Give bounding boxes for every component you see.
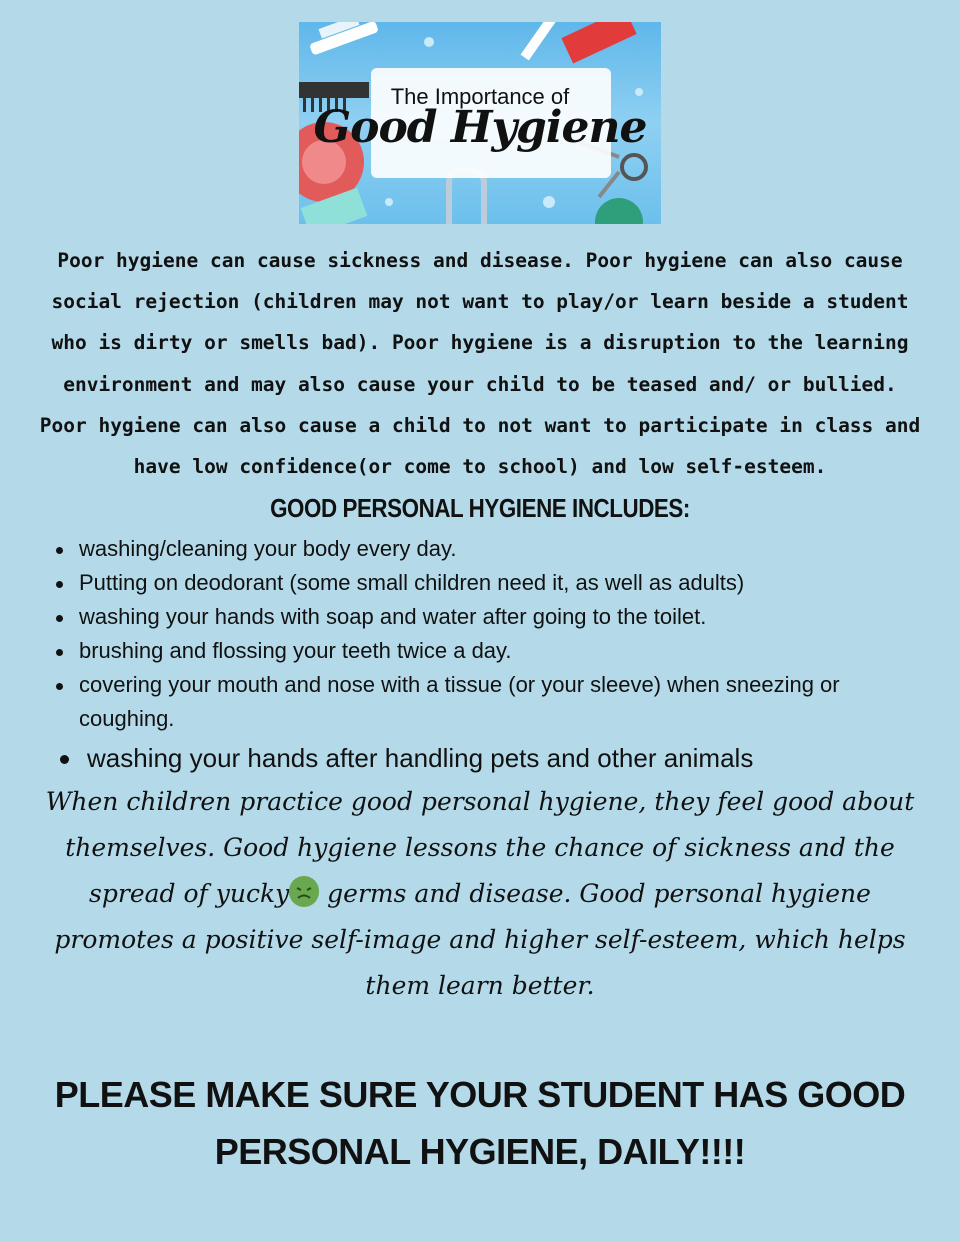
hygiene-banner-image	[299, 22, 661, 224]
list-item: brushing and flossing your teeth twice a day.	[50, 634, 930, 668]
banner-subtitle: The Importance of	[390, 84, 570, 109]
nauseated-face-icon	[289, 876, 319, 906]
leaf-icon	[595, 198, 643, 224]
includes-heading: GOOD PERSONAL HYGIENE INCLUDES:	[270, 493, 690, 523]
banner-title: Good Hygiene	[313, 102, 647, 153]
hygiene-list	[50, 532, 930, 778]
closing-text-before: When children practice good personal hygiene, they feel good about themselves. Good hygiene lessons the chance of sickness and the spread of yucky	[45, 787, 915, 908]
list-item: washing your hands with soap and water after going to the toilet.	[50, 600, 930, 634]
tap-icon	[449, 170, 484, 224]
list-item: covering your mouth and nose with a tissue (or your sleeve) when sneezing or coughing.	[50, 668, 930, 736]
list-item: Putting on deodorant (some small children need it, as well as adults)	[50, 566, 930, 600]
list-item: washing your hands after handling pets and other animals	[50, 738, 930, 778]
toothpaste-icon	[561, 22, 636, 63]
closing-paragraph	[30, 779, 930, 1009]
intro-paragraph: Poor hygiene can cause sickness and disease. Poor hygiene can also cause social rejection (children may not want to play/or learn beside a student who is dirty or smells bad). Poor hygiene is a disruption to the learning environment and may also cause your child to be teased and/ or bullied. Poor hygiene can also cause a child to not want to participate in class and have low confidence(or come to school) and low self-esteem.	[39, 249, 921, 479]
closing-text-after: germs and disease. Good personal hygiene promotes a positive self-image and higher self-esteem, which helps them learn better.	[54, 879, 906, 1000]
call-to-action: PLEASE MAKE SURE YOUR STUDENT HAS GOOD PERSONAL HYGIENE, DAILY!!!!	[54, 1074, 906, 1172]
toothbrush-icon	[309, 22, 379, 56]
list-item: washing/cleaning your body every day.	[50, 532, 930, 566]
